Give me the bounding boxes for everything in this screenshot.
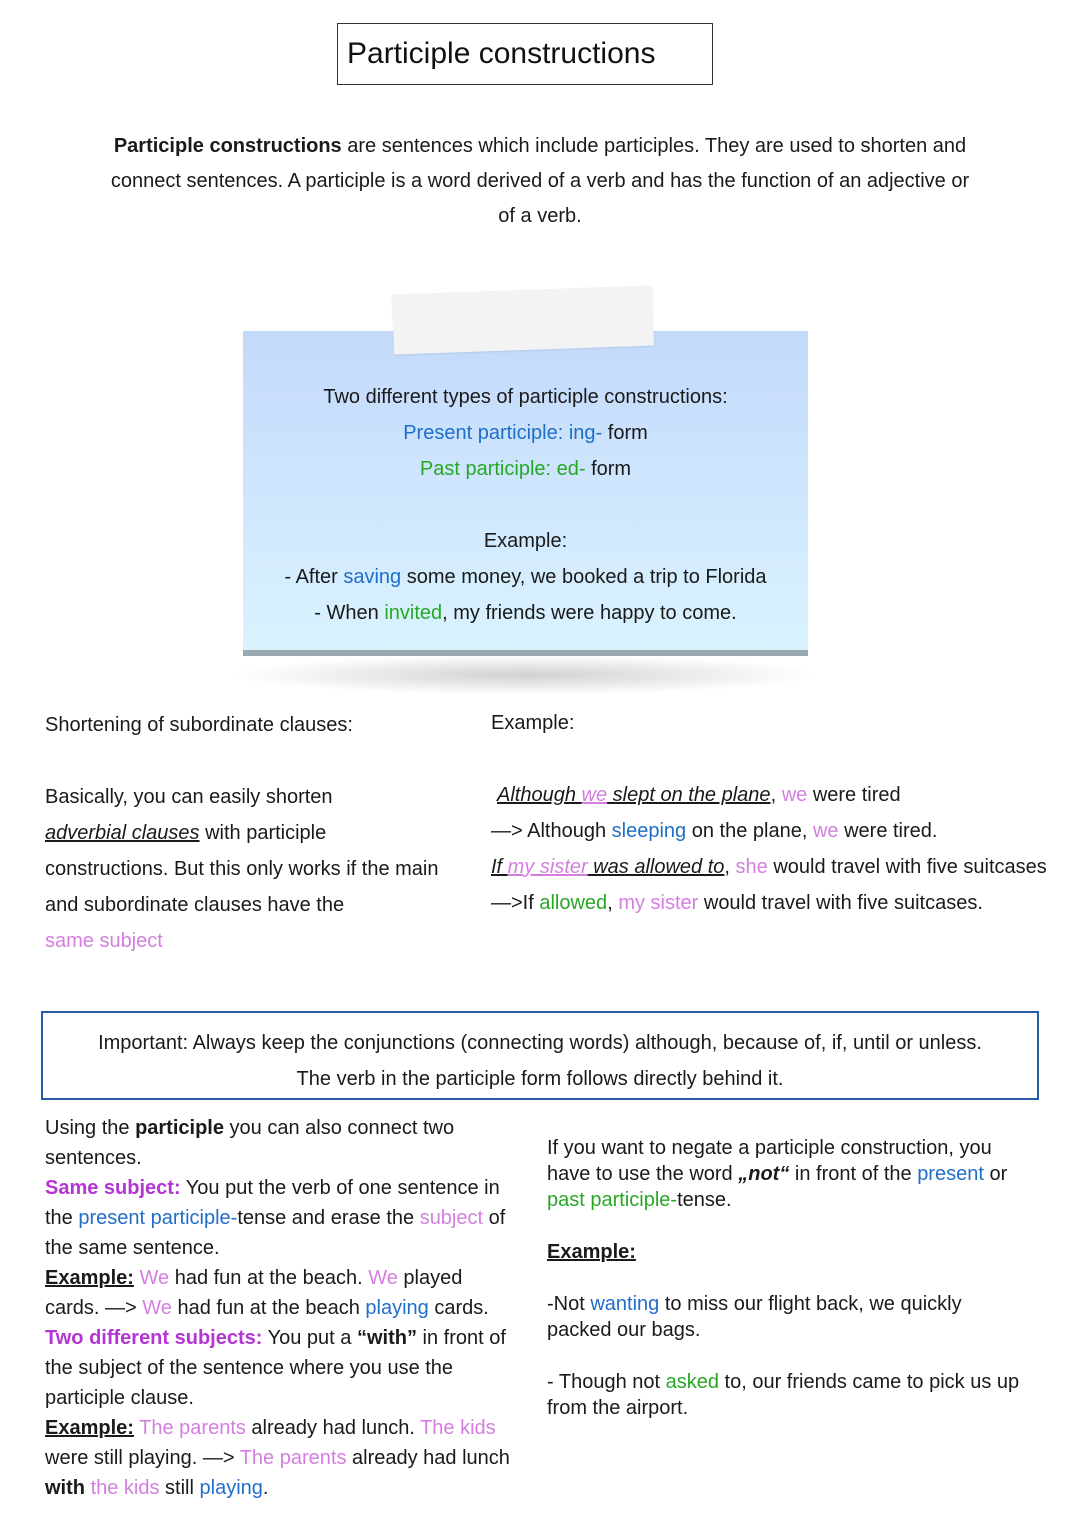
participle-types-note <box>243 331 808 656</box>
past-label: Past participle: ed- <box>419 458 586 480</box>
note-example-label: Example: <box>483 530 568 552</box>
spacer <box>547 1265 1027 1291</box>
intro-text: are sentences which include participles. They are used to shorten and connect sentences. A participle is a word derived of a verb and has the function of an adjective or of a verb. <box>110 135 970 227</box>
intro-paragraph <box>110 129 970 234</box>
example-line-1: Although we slept on the plane, we were tired <box>497 784 901 806</box>
note-shadow <box>230 655 820 695</box>
two-subjects-example: Example: The parents already had lunch. The kids were still playing. —> The parents already had lunch with the kids still playing. <box>45 1417 510 1499</box>
important-box <box>41 1011 1039 1100</box>
connect-intro: Using the participle you can also connect two sentences. <box>45 1117 455 1169</box>
example-line-3: If my sister was allowed to, she would travel with five suitcases <box>491 856 1047 878</box>
page-title: Participle constructions <box>337 23 713 85</box>
examples-heading: Example: <box>491 712 575 734</box>
example-line-4: —>If allowed, my sister would travel with five suitcases. <box>491 892 983 914</box>
negate-example-2: - Though not asked to, our friends came to pick us up from the airport. <box>547 1371 1020 1419</box>
spacer <box>491 741 1051 777</box>
spacer <box>547 1213 1027 1239</box>
past-participle-line <box>243 451 808 487</box>
shortening-heading: Shortening of subordinate clauses: <box>45 714 353 736</box>
examples-section <box>491 705 1051 921</box>
connect-section <box>45 1113 510 1503</box>
two-subjects-rule: Two different subjects: You put a “with” in front of the subject of the sentence where you use the participle clause. <box>45 1327 506 1409</box>
present-participle-line <box>243 415 808 451</box>
adverbial-clauses-term: adverbial clauses <box>45 822 200 844</box>
important-line-2: The verb in the participle form follows directly behind it. <box>296 1068 784 1090</box>
present-form: form <box>602 422 648 444</box>
intro-bold: Participle constructions <box>113 135 342 157</box>
important-line-1: Important: Always keep the conjunctions (connecting words) although, because of, if, until or unless. <box>98 1032 982 1054</box>
shortening-text: Basically, you can easily shorten adverbial clauses with participle constructions. But this only works if the main and subordinate clauses have the same subject <box>45 786 439 952</box>
same-subject-term: same subject <box>45 930 163 952</box>
spacer <box>45 743 455 779</box>
spacer <box>547 1343 1027 1369</box>
note-example-1: - After saving some money, we booked a trip to Florida <box>284 566 767 588</box>
past-form: form <box>585 458 632 480</box>
note-heading: Two different types of participle constructions: <box>323 386 728 408</box>
same-subject-rule: Same subject: You put the verb of one sentence in the present participle-tense and erase the subject of the same sentence. <box>45 1177 506 1259</box>
note-example-2: - When invited, my friends were happy to come. <box>314 602 737 624</box>
negate-example-label: Example: <box>547 1241 636 1263</box>
example-line-2: —> Although sleeping on the plane, we were tired. <box>491 820 938 842</box>
negate-rule: If you want to negate a participle construction, you have to use the word „not“ in front of the present or past participle-tense. <box>547 1137 1008 1211</box>
negate-section <box>547 1135 1027 1421</box>
shortening-section <box>45 707 455 959</box>
tape-strip <box>392 285 654 354</box>
present-label: Present participle: ing- <box>403 422 603 444</box>
spacer <box>243 487 808 523</box>
negate-example-1: -Not wanting to miss our flight back, we quickly packed our bags. <box>547 1293 962 1341</box>
same-subject-example: Example: We had fun at the beach. We played cards. —> We had fun at the beach playing cards. <box>45 1267 489 1319</box>
